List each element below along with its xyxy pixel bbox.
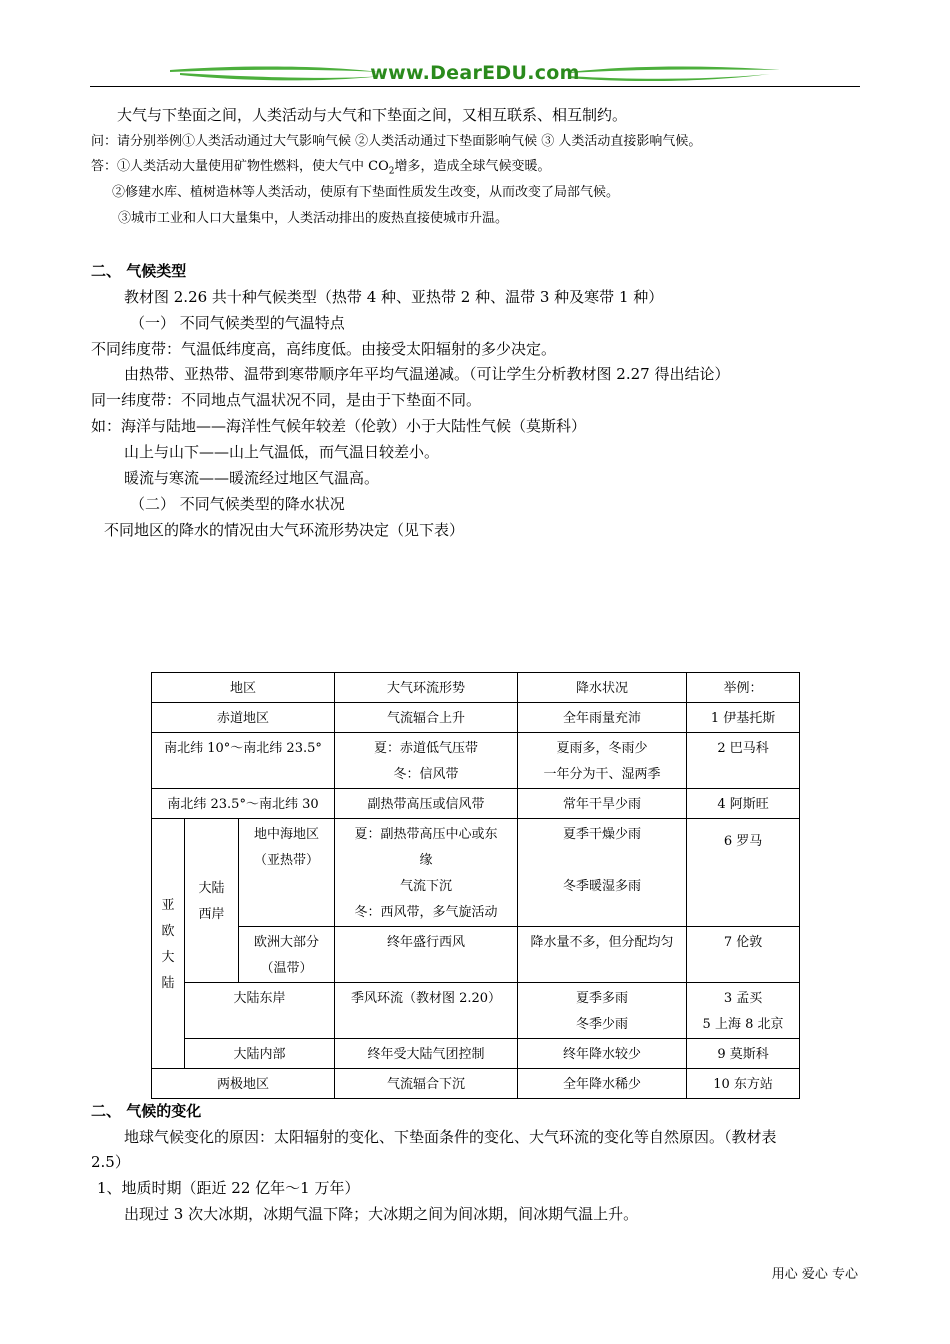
table-row	[152, 1039, 800, 1069]
precipitation-text: 不同地区的降水的情况由大气环流形势决定（见下表）	[104, 521, 465, 539]
table-cell: 夏季干燥少雨 冬季暖湿多雨	[518, 819, 687, 927]
table-header: 地区	[152, 673, 335, 703]
table-cell: 夏季多雨 冬季少雨	[518, 983, 687, 1039]
mountain-text: 山上与山下——山上气温低，而气温日较差小。	[124, 443, 440, 461]
table-cell: 气流辐合上升	[335, 703, 518, 733]
table-cell: 夏：副热带高压中心或东 缘 气流下沉 冬：西风带，多气旋活动	[335, 819, 518, 927]
table-cell: 夏雨多，冬雨少 一年分为干、湿两季	[518, 733, 687, 789]
table-cell: 终年受大陆气团控制	[335, 1039, 518, 1069]
table-cell: 赤道地区	[152, 703, 335, 733]
table-cell: 常年干旱少雨	[518, 789, 687, 819]
section-heading-climate-change: 二、 气候的变化	[91, 1102, 202, 1120]
intro-paragraph: 大气与下垫面之间，人类活动与大气和下垫面之间，又相互联系、相互制约。	[117, 106, 628, 124]
table-cell: 大陆东岸	[185, 983, 335, 1039]
current-text: 暖流与寒流——暖流经过地区气温高。	[124, 469, 380, 487]
subheading-geologic: 1、地质时期（距近 22 亿年～1 万年）	[97, 1179, 360, 1197]
question-text: 问：请分别举例①人类活动通过大气影响气候 ②人类活动通过下垫面影响气候 ③ 人类活动直接影响气候。	[91, 134, 702, 149]
table-cell: 7 伦敦	[687, 927, 800, 983]
west-coast-cell: 大陆 西岸	[185, 819, 239, 983]
table-cell: 全年雨量充沛	[518, 703, 687, 733]
section-heading-climate-types: 二、 气候类型	[91, 262, 187, 280]
table-cell: 3 孟买 5 上海 8 北京	[687, 983, 800, 1039]
ice-age-text: 出现过 3 次大冰期，冰期气温下降；大冰期之间为间冰期，间冰期气温上升。	[124, 1205, 639, 1223]
subheading-temperature: （一） 不同气候类型的气温特点	[130, 314, 345, 332]
table-header: 举例：	[687, 673, 800, 703]
table-cell: 10 东方站	[687, 1069, 800, 1099]
table-row	[152, 733, 800, 789]
climate-types-text: 教材图 2.26 共十种气候类型（热带 4 种、亚热带 2 种、温带 3 种及寒带 1 种）	[124, 288, 664, 306]
table-row	[152, 789, 800, 819]
table-row	[152, 927, 800, 983]
table-row	[152, 1069, 800, 1099]
table-cell: 副热带高压或信风带	[335, 789, 518, 819]
table-row	[152, 703, 800, 733]
table-cell: 终年降水较少	[518, 1039, 687, 1069]
latitude-text: 不同纬度带：气温低纬度高，高纬度低。由接受太阳辐射的多少决定。	[91, 340, 557, 358]
table-cell: 终年盛行西风	[335, 927, 518, 983]
order-text: 由热带、亚热带、温带到寒带顺序年平均气温递减。（可让学生分析教材图 2.27 得出结论）	[124, 365, 730, 383]
table-cell: 6 罗马	[687, 819, 800, 927]
table-header: 降水状况	[518, 673, 687, 703]
answer-3: ③城市工业和人口大量集中，人类活动排出的废热直接使城市升温。	[118, 211, 509, 226]
table-cell: 全年降水稀少	[518, 1069, 687, 1099]
table-cell: 降水量不多，但分配均匀	[518, 927, 687, 983]
climate-change-causes-cont: 2.5）	[91, 1153, 130, 1171]
precipitation-table	[151, 672, 800, 1099]
table-header: 大气环流形势	[335, 673, 518, 703]
table-row	[152, 819, 800, 927]
answer-1: 答：①人类活动大量使用矿物性燃料，使大气中 $CO_2$增多，造成全球气候变暖。	[91, 159, 551, 177]
table-cell: 9 莫斯科	[687, 1039, 800, 1069]
table-header-row	[152, 673, 800, 703]
table-cell: 1 伊基托斯	[687, 703, 800, 733]
table-cell: 2 巴马科	[687, 733, 800, 789]
table-cell: 两极地区	[152, 1069, 335, 1099]
table-cell: 南北纬 23.5°～南北纬 30	[152, 789, 335, 819]
table-cell: 欧洲大部分 （温带）	[239, 927, 335, 983]
table-cell: 夏：赤道低气压带 冬：信风带	[335, 733, 518, 789]
table-row	[152, 983, 800, 1039]
same-latitude-text: 同一纬度带：不同地点气温状况不同，是由于下垫面不同。	[91, 391, 482, 409]
eurasia-cell: 亚 欧 大 陆	[152, 819, 185, 1069]
site-logo-text[interactable]: www.DearEDU.com	[370, 62, 580, 84]
subheading-precipitation: （二） 不同气候类型的降水状况	[130, 495, 345, 513]
table-cell: 季风环流（教材图 2.20）	[335, 983, 518, 1039]
table-cell: 南北纬 10°～南北纬 23.5°	[152, 733, 335, 789]
ocean-land-text: 如：海洋与陆地——海洋性气候年较差（伦敦）小于大陆性气候（莫斯科）	[91, 417, 587, 435]
table-cell: 大陆内部	[185, 1039, 335, 1069]
table-cell: 气流辐合下沉	[335, 1069, 518, 1099]
climate-change-causes: 地球气候变化的原因：太阳辐射的变化、下垫面条件的变化、大气环流的变化等自然原因。（教材表	[124, 1128, 777, 1146]
table-cell: 地中海地区 （亚热带）	[239, 819, 335, 927]
answer-2: ②修建水库、植树造林等人类活动，使原有下垫面性质发生改变，从而改变了局部气候。	[112, 185, 620, 200]
table-cell: 4 阿斯旺	[687, 789, 800, 819]
header-rule	[90, 86, 860, 87]
footer-slogan: 用心 爱心 专心	[771, 1267, 858, 1282]
